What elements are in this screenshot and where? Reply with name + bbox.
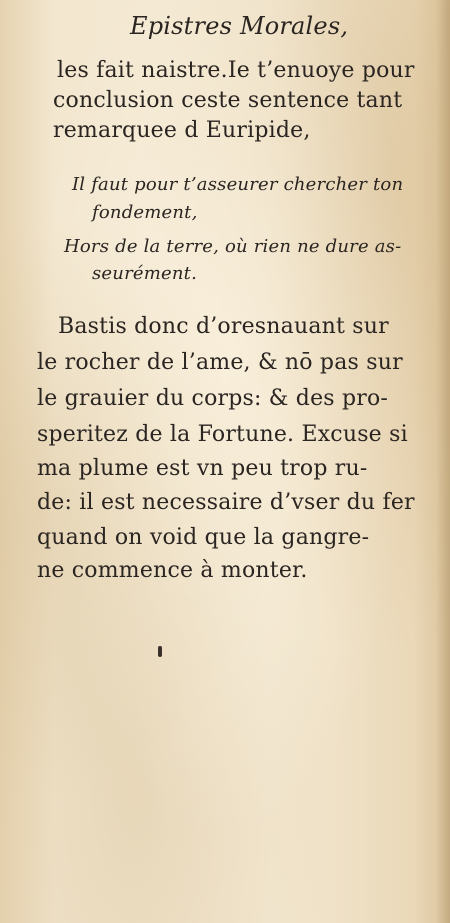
verse-line: Il faut pour t’asseurer chercher ton [72, 174, 404, 195]
text-line: conclusion ceste sentence tant [53, 88, 403, 113]
running-header: Epistres Morales, [130, 12, 349, 40]
text-line: quand on void que la gangre- [37, 525, 370, 550]
text-line: le rocher de l’ame, & nō pas sur [37, 350, 403, 375]
verse-line: Hors de la terre, où rien ne dure as- [64, 236, 402, 257]
text-line: de: il est necessaire d’vser du fer [37, 490, 415, 515]
text-line: Bastis donc d’oresnauant sur [58, 314, 389, 339]
text-line: les fait naistre.Ie t’enuoye pour [57, 58, 415, 83]
text-line: ma plume est vn peu trop ru- [37, 456, 368, 481]
text-line: le grauier du corps: & des pro- [37, 386, 389, 411]
text-line: remarquee d Euripide, [53, 118, 311, 143]
verse-line: seurément. [92, 263, 198, 284]
verse-line: fondement, [92, 202, 198, 223]
ink-spot [158, 646, 162, 657]
text-line: ne commence à monter. [37, 558, 308, 583]
text-line: speritez de la Fortune. Excuse si [37, 422, 408, 447]
page-edge-shadow [436, 0, 450, 923]
